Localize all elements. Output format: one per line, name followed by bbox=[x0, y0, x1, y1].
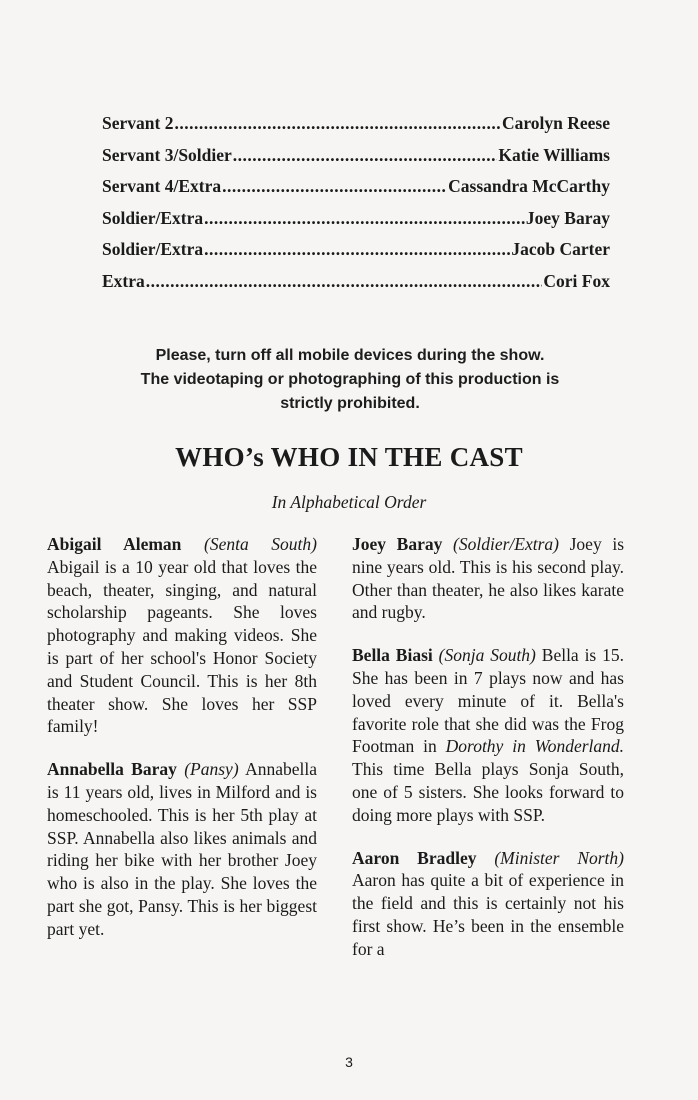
bio-aaron bbox=[352, 847, 624, 961]
cast-role: Servant 2 bbox=[102, 113, 174, 133]
notice-line: The videotaping or photographing of this production is bbox=[140, 371, 560, 388]
bio-bella bbox=[352, 644, 624, 826]
bio-role: (Senta South) bbox=[204, 534, 318, 554]
bio-role: (Pansy) bbox=[184, 759, 239, 780]
leader-dots bbox=[222, 174, 447, 198]
cast-row bbox=[102, 206, 610, 238]
cast-list bbox=[102, 111, 610, 300]
bio-annabella bbox=[47, 758, 317, 940]
bio-role: (Sonja South) bbox=[438, 645, 536, 666]
leader-dots bbox=[146, 269, 543, 293]
leader-dots bbox=[204, 237, 510, 261]
cast-actor: Cassandra McCarthy bbox=[448, 176, 610, 196]
cast-role: Soldier/Extra bbox=[102, 207, 204, 228]
bio-role: (Minister North) bbox=[494, 847, 624, 868]
bio-name: Abigail Aleman bbox=[47, 534, 182, 554]
cast-role: Servant 3/Soldier bbox=[102, 144, 232, 165]
notice-line: Please, turn off all mobile devices during the show. bbox=[155, 347, 545, 364]
play-title: Dorothy in Wonderland. bbox=[445, 736, 625, 757]
page-number: 3 bbox=[345, 1054, 353, 1070]
leader-dots bbox=[233, 143, 498, 167]
section-subheading: In Alphabetical Order bbox=[271, 492, 427, 512]
bio-role: (Soldier/Extra) bbox=[453, 534, 559, 554]
leader-dots bbox=[174, 111, 500, 135]
cast-role: Servant 4/Extra bbox=[102, 176, 222, 196]
cast-actor: Katie Williams bbox=[498, 144, 610, 165]
notice-line: strictly prohibited. bbox=[280, 395, 420, 412]
section-heading: WHO’s WHO IN THE CAST bbox=[175, 442, 523, 472]
cast-actor: Joey Baray bbox=[525, 207, 610, 228]
bio-name: Aaron Bradley bbox=[352, 847, 477, 868]
cast-row bbox=[102, 237, 610, 269]
cast-row bbox=[102, 143, 610, 175]
cast-actor: Cori Fox bbox=[543, 270, 610, 291]
bio-text: Aaron has quite a bit of experience in the field and this is certainly not his first show. He’s been in the ensemble for a bbox=[352, 870, 624, 959]
bio-name: Bella Biasi bbox=[352, 645, 433, 666]
bio-text: Joey is nine years old. This is his second play. Other than theater, he also likes karate and rugby. bbox=[352, 534, 625, 623]
device-notice bbox=[110, 344, 590, 416]
cast-row bbox=[102, 269, 610, 301]
bio-column-left bbox=[47, 533, 317, 961]
bio-text: Abigail is a 10 year old that loves the beach, theater, singing, and natural scholarship pageants. She loves photography and making videos. She is part of her school's Honor Society and Student Council. This is her 8th theater show. She loves her SSP family! bbox=[47, 556, 317, 737]
bio-text: Bella is 15. She has been in 7 plays now and has loved every minute of it. Bella's favorite role that she did was the Frog Footman in bbox=[352, 645, 624, 757]
cast-row bbox=[102, 111, 610, 143]
cast-role: Extra bbox=[102, 270, 145, 291]
cast-row bbox=[102, 174, 610, 206]
bio-abigail bbox=[47, 533, 317, 738]
cast-actor: Jacob Carter bbox=[511, 239, 610, 259]
cast-actor: Carolyn Reese bbox=[501, 113, 610, 133]
bio-joey bbox=[352, 533, 624, 624]
cast-role: Soldier/Extra bbox=[102, 239, 204, 259]
bio-name: Annabella Baray bbox=[47, 759, 177, 780]
bio-name: Joey Baray bbox=[352, 534, 443, 554]
bio-text: This time Bella plays Sonja South, one of 5 sisters. She looks forward to doing more plays with SSP. bbox=[352, 759, 624, 825]
leader-dots bbox=[204, 206, 525, 230]
bio-text: Annabella is 11 years old, lives in Milford and is homeschooled. This is her 5th play at SSP. Annabella also likes animals and riding her bike with her brother Joey who is also in the play. She loves the part she got, Pansy. This is her biggest part yet. bbox=[47, 759, 317, 939]
bio-column-right bbox=[352, 533, 624, 981]
